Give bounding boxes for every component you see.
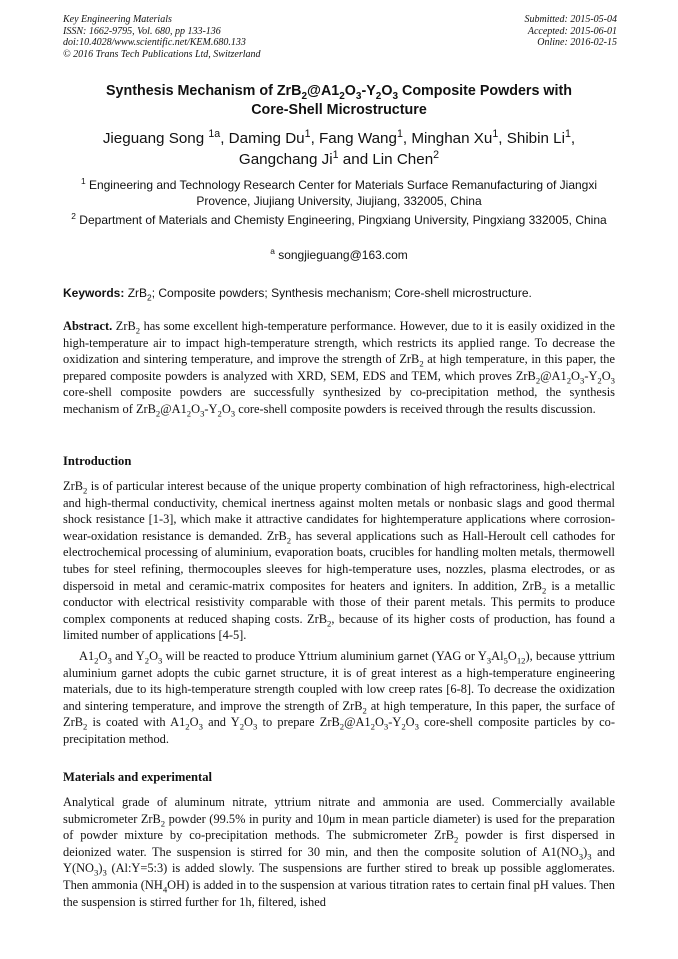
journal-issn: ISSN: 1662-9795, Vol. 680, pp 133-136: [63, 25, 221, 37]
journal-header-left: [63, 14, 261, 60]
section-heading-materials: Materials and experimental: [63, 770, 212, 784]
section-heading-introduction: Introduction: [63, 454, 132, 468]
author-email: $^a$ songjieguang@163.com: [270, 246, 408, 262]
abstract-label: Abstract.: [63, 319, 113, 333]
journal-name: Key Engineering Materials: [63, 14, 172, 25]
keywords: Keywords: ZrB$_2$; Composite powders; Synthesis mechanism; Core-shell microstructure.: [63, 286, 532, 303]
affiliation-2: $^2$ Department of Materials and Chemisty Engineering, Pingxiang University, Pingxiang 332005, China: [71, 211, 607, 227]
journal-doi: doi:10.4028/www.scientific.net/KEM.680.133: [63, 37, 246, 49]
journal-copyright: © 2016 Trans Tech Publications Ltd, Switzerland: [63, 48, 261, 60]
date-submitted: Submitted: 2015-05-04: [524, 14, 617, 25]
abstract: Abstract. ZrB$_2$ has some excellent high-temperature performance. However, due to it is easily oxidized in the high-temperature air to impact high-temperature strength, which restricts its applied range. To decrease the oxidization and sintering temperature, and improve the strength of ZrB$_2$ at high temperature, in this paper, the prepared composite powders is analyzed with XRD, SEM, EDS and TEM, which proves $ZrB_2@A1_2O_3-Y_2O_3$ core-shell composite powders are successfully synthesized by co-precipitation method, the synthesis mechanism of $ZrB_2@A1_2O_3-Y_2O_3$ core-shell composite powders is received through the results discussion.: [63, 319, 615, 419]
date-accepted: Accepted: 2015-06-01: [527, 25, 617, 37]
intro-paragraph-1: ZrB$_2$ is of particular interest because of the unique property combination of high refractoriness, high-electrical and high-thermal conductivity, chemical inertness against molten metals or nonbasic slags and good thermal shock resistance [1-3], which make it attractive candidates for hightemperature applications where corrosion-wear-oxidation resistance is demanded. ZrB$_2$ has several applications such as Hall-Heroult cell cathodes for electrochemical processing of aluminium, evaporation boats, crucibles for handling molten metals, thermowell tubes for steel refining, thermocouples sleeves for high-temperature uses, nozzles, plasma electrodes, or as dispersoid in metal and ceramic-matrix composites for heaters and igniters. In addition, ZrB$_2$ is a metallic conductor with electrical resistivity comparable with those of their parent metals. This permits to produce complex components at reduced shaping costs. ZrB$_2$, because of its higher costs of production, has found a limited number of applications [4-5].: [63, 479, 615, 643]
date-online: Online: 2016-02-15: [537, 37, 617, 49]
materials-paragraph: Analytical grade of aluminum nitrate, yttrium nitrate and ammonia are used. Commercially available submicrometer ZrB$_2$ powder (99.5% in purity and 10μm in mean particle diameter) is used for the preparation of powder mixture by co-precipitation methods. The submicrometer ZrB$_2$ powder is first dispersed in deionized water. The suspension is stirred for 30 min, and then the composite solution of $A1(NO_3)_3$ and $Y(NO_3)_3$ (Al:Y=5:3) is added slowly. The suspensions are further stired to break up possible agglomerates. Then ammonia $(NH_4OH)$ is added in to the suspension at various titration rates to certain final pH values. Then the suspension is stirred further for 1h, filtered, ished: [63, 795, 615, 909]
intro-paragraph-2: $A1_2O_3$ and $Y_2O_3$ will be reacted to produce Yttrium aluminium garnet (YAG or $Y_3Al_5O_{12}$), because yttrium aluminium garnet adopts the cubic garnet structure, it is of great interest as a high-temperature engineering materials, due to its high-temperature strength coupled with low creep rates [6-8]. To decrease the oxidization and sintering temperature, and improve the strength of ZrB$_2$ at high temperature, In this paper, the surface of ZrB$_2$ is coated with $A1_2O_3$ and $Y_2O_3$ to prepare $ZrB_2@A1_2O_3-Y_2O_3$ core-shell composite particles by co-precipitation method.: [63, 649, 615, 746]
paper-title: Synthesis Mechanism of $ZrB_2@A1_2O_3-Y_2O_3$ Composite Powders with Core-Shell Microstructure: [106, 83, 572, 118]
keywords-label: Keywords:: [63, 286, 125, 300]
journal-header-right: [525, 14, 618, 49]
affiliation-1: $^1$ Engineering and Technology Research Center for Materials Surface Remanufacturing of Jiangxi Provence, Jiujiang University, Jiujiang, 332005, China: [80, 176, 598, 208]
author-list: Jieguang Song $^{1a}$, Daming Du$^1$, Fang Wang$^1$, Minghan Xu$^1$, Shibin Li$^1$, Gangchang Ji$^1$ and Lin Chen$^2$: [102, 127, 576, 168]
